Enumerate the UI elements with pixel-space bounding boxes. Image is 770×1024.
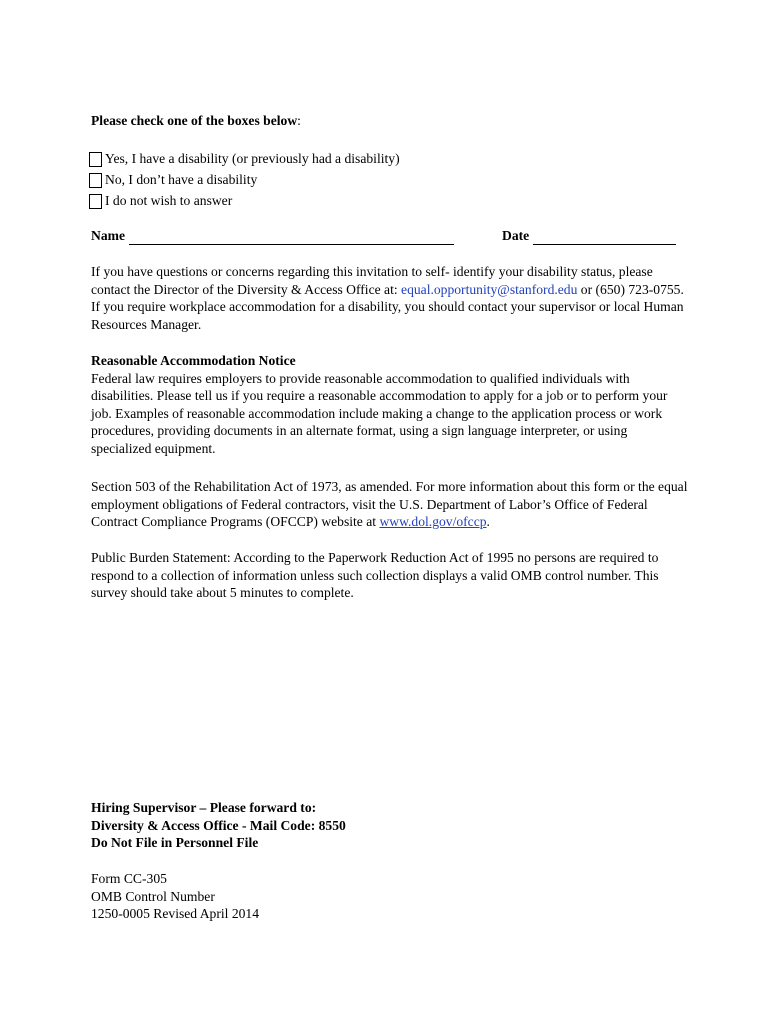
accommodation-body: Federal law requires employers to provide reasonable accommodation to qualified individuals with disabilities. Please tell us if you require a reasonable accommodation to apply for a job or to perform your job. Examples of reasonable accommodation include making a change to the application process or work procedures, providing documents in an alternate format, using a sign language interpreter, or using specialized equipment. [91,370,668,456]
date-input-line[interactable] [533,231,676,245]
name-field [91,227,454,245]
form-number: Form CC-305 [91,871,167,886]
option-yes[interactable] [89,149,400,169]
name-label: Name [91,228,125,243]
routing-line-3: Do Not File in Personnel File [91,835,259,850]
contact-text-after: or (650) 723-0755. If you require workplace accommodation for a disability, you should contact your supervisor or local Human Resources Manager. [91,281,684,332]
burden-paragraph: Public Burden Statement: According to the Paperwork Reduction Act of 1995 no persons are required to respond to a collection of information unless such collection displays a valid OMB control number. This survey should take about 5 minutes to complete. [91,550,659,600]
checkbox-prompt-label: Please check one of the boxes below [91,113,298,128]
contact-paragraph [91,263,691,333]
option-decline-label: I do not wish to answer [105,193,233,209]
date-field [502,227,676,245]
form-info-block [91,870,691,923]
checkbox-yes[interactable] [89,152,102,167]
checkbox-no[interactable] [89,173,102,188]
option-decline[interactable] [89,191,232,211]
accommodation-section [91,352,691,457]
section503-text-after: . [486,514,490,529]
routing-block [91,799,691,852]
option-no[interactable] [89,170,257,190]
checkbox-prompt [91,112,691,130]
ofccp-link[interactable]: www.dol.gov/ofccp [379,514,487,529]
section503-paragraph [91,478,691,531]
name-input-line[interactable] [129,231,454,245]
checkbox-prompt-colon: : [297,113,301,128]
section503-text-before: Section 503 of the Rehabilitation Act of 1973, as amended. For more information about this form or the equal employment obligations of Federal contractors, visit the U.S. Department of Labor’s Office of Federal Contract Compliance Programs (OFCCP) website at [91,479,688,529]
routing-line-2: Diversity & Access Office - Mail Code: 8550 [91,817,346,833]
checkbox-decline[interactable] [89,194,102,209]
omb-control-label: OMB Control Number [91,888,215,904]
contact-text-before: If you have questions or concerns regarding this invitation to self- identify your disability status, please contact the Director of the Diversity & Access Office at: [91,264,653,297]
option-no-label: No, I don’t have a disability [105,172,258,188]
date-label: Date [502,228,530,243]
omb-control-number: 1250-0005 Revised April 2014 [91,906,260,921]
contact-email-link[interactable]: equal.opportunity@stanford.edu [401,281,578,297]
signature-row [91,227,691,247]
accommodation-heading: Reasonable Accommodation Notice [91,353,296,368]
option-yes-label: Yes, I have a disability (or previously had a disability) [105,151,400,167]
routing-line-1: Hiring Supervisor – Please forward to: [91,800,317,815]
